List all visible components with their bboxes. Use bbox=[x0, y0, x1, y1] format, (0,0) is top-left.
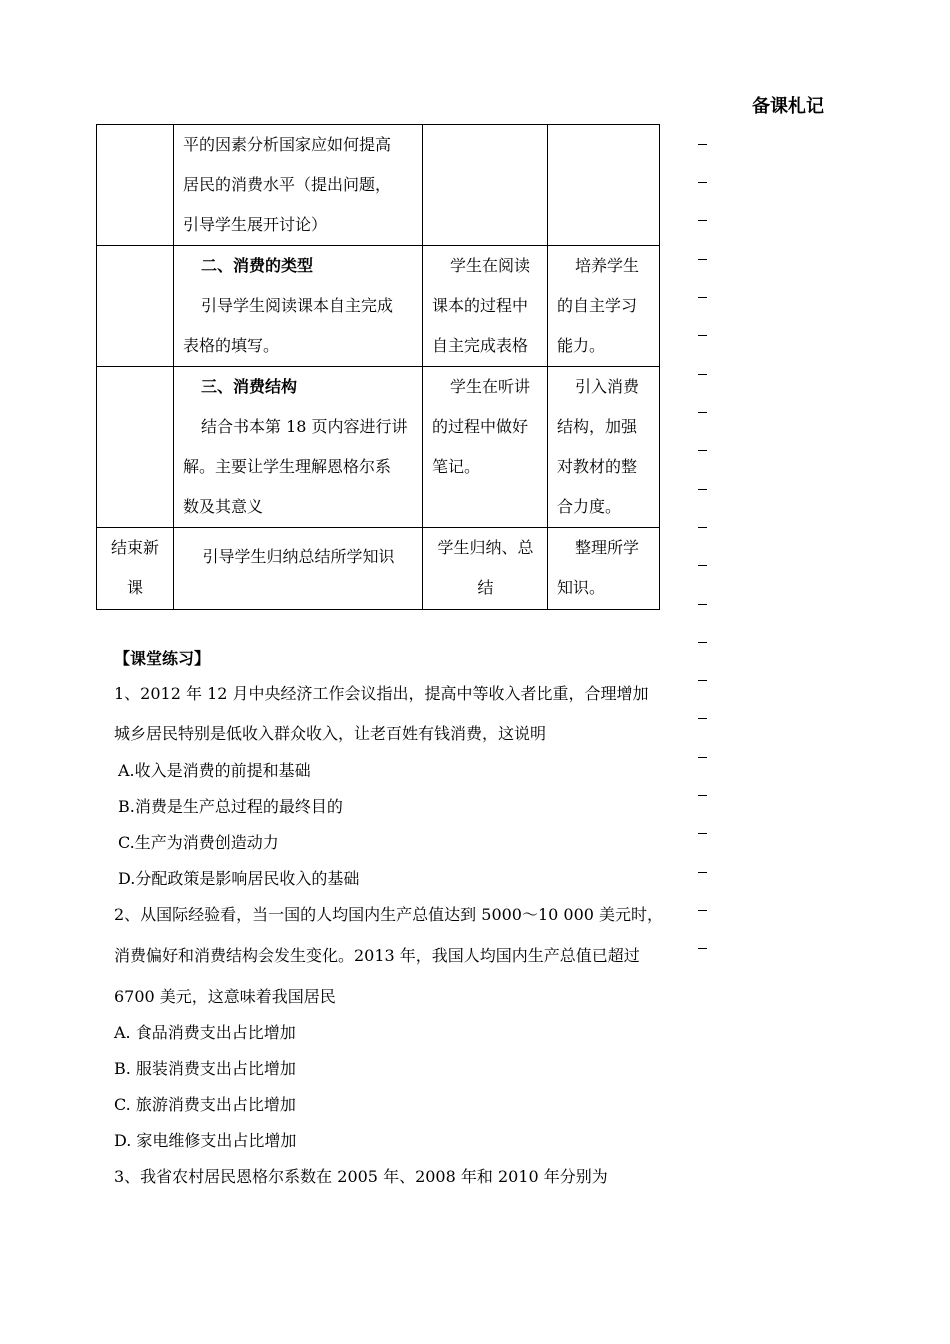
lesson-plan-table bbox=[96, 124, 660, 610]
question-2-option: A. 食品消费支出占比增加 bbox=[114, 1023, 296, 1042]
note-line bbox=[698, 297, 707, 298]
table-row bbox=[97, 125, 660, 246]
note-line bbox=[698, 718, 707, 719]
note-line bbox=[698, 489, 707, 490]
note-line bbox=[698, 795, 707, 796]
question-1-option: B.消费是生产总过程的最终目的 bbox=[118, 797, 343, 816]
question-2-option: D. 家电维修支出占比增加 bbox=[114, 1131, 297, 1150]
question-1-stem: 1、2012 年 12 月中央经济工作会议指出，提高中等收入者比重，合理增加 bbox=[114, 684, 649, 703]
question-3-stem: 3、我省农村居民恩格尔系数在 2005 年、2008 年和 2010 年分别为 bbox=[114, 1167, 608, 1186]
table-row bbox=[97, 246, 660, 367]
notes-title: 备课札记 bbox=[752, 96, 824, 117]
section-heading: 二、消费的类型 bbox=[201, 256, 314, 275]
note-line bbox=[698, 527, 707, 528]
student-activity-cell: 学生在阅读 课本的过程中 自主完成表格 bbox=[423, 246, 548, 367]
teacher-activity-cell: 平的因素分析国家应如何提高 居民的消费水平（提出问题， 引导学生展开讨论） bbox=[174, 125, 423, 246]
stage-cell: 结束新 课 bbox=[97, 528, 174, 610]
stage-cell bbox=[97, 367, 174, 528]
question-2-option: C. 旅游消费支出占比增加 bbox=[114, 1095, 296, 1114]
design-intent-cell: 引入消费 结构，加强 对教材的整 合力度。 bbox=[548, 367, 660, 528]
note-line bbox=[698, 948, 707, 949]
design-intent-cell: 整理所学 知识。 bbox=[548, 528, 660, 610]
design-intent-cell bbox=[548, 125, 660, 246]
stage-cell bbox=[97, 125, 174, 246]
section-heading: 三、消费结构 bbox=[201, 377, 298, 396]
note-line bbox=[698, 757, 707, 758]
teacher-activity-cell: 三、消费结构 结合书本第 18 页内容进行讲 解。主要让学生理解恩格尔系 数及其意义 bbox=[174, 367, 423, 528]
student-activity-cell bbox=[423, 125, 548, 246]
note-line bbox=[698, 565, 707, 566]
note-line bbox=[698, 680, 707, 681]
question-1-option: C.生产为消费创造动力 bbox=[118, 833, 279, 852]
design-intent-cell: 培养学生 的自主学习 能力。 bbox=[548, 246, 660, 367]
question-1-option: D.分配政策是影响居民收入的基础 bbox=[118, 869, 360, 888]
note-line bbox=[698, 374, 707, 375]
note-line bbox=[698, 412, 707, 413]
note-line bbox=[698, 604, 707, 605]
practice-heading: 【课堂练习】 bbox=[114, 649, 211, 668]
note-line bbox=[698, 910, 707, 911]
note-line bbox=[698, 450, 707, 451]
note-line bbox=[698, 220, 707, 221]
question-2-stem: 2、从国际经验看，当一国的人均国内生产总值达到 5000～10 000 美元时， bbox=[114, 905, 664, 924]
note-line bbox=[698, 833, 707, 834]
note-line bbox=[698, 335, 707, 336]
note-line bbox=[698, 872, 707, 873]
stage-cell bbox=[97, 246, 174, 367]
teacher-activity-cell: 二、消费的类型 引导学生阅读课本自主完成 表格的填写。 bbox=[174, 246, 423, 367]
table-row bbox=[97, 367, 660, 528]
question-2-stem: 消费偏好和消费结构会发生变化。2013 年，我国人均国内生产总值已超过 bbox=[114, 946, 640, 965]
table-row bbox=[97, 528, 660, 610]
note-line bbox=[698, 259, 707, 260]
teacher-activity-cell: 引导学生归纳总结所学知识 bbox=[174, 528, 423, 610]
note-line bbox=[698, 182, 707, 183]
student-activity-cell: 学生归纳、总 结 bbox=[423, 528, 548, 610]
question-1-option: A.收入是消费的前提和基础 bbox=[118, 761, 311, 780]
note-line bbox=[698, 144, 707, 145]
student-activity-cell: 学生在听讲 的过程中做好 笔记。 bbox=[423, 367, 548, 528]
note-line bbox=[698, 642, 707, 643]
question-2-stem: 6700 美元，这意味着我国居民 bbox=[114, 987, 336, 1006]
question-2-option: B. 服装消费支出占比增加 bbox=[114, 1059, 296, 1078]
question-1-stem: 城乡居民特别是低收入群众收入，让老百姓有钱消费，这说明 bbox=[114, 724, 547, 743]
